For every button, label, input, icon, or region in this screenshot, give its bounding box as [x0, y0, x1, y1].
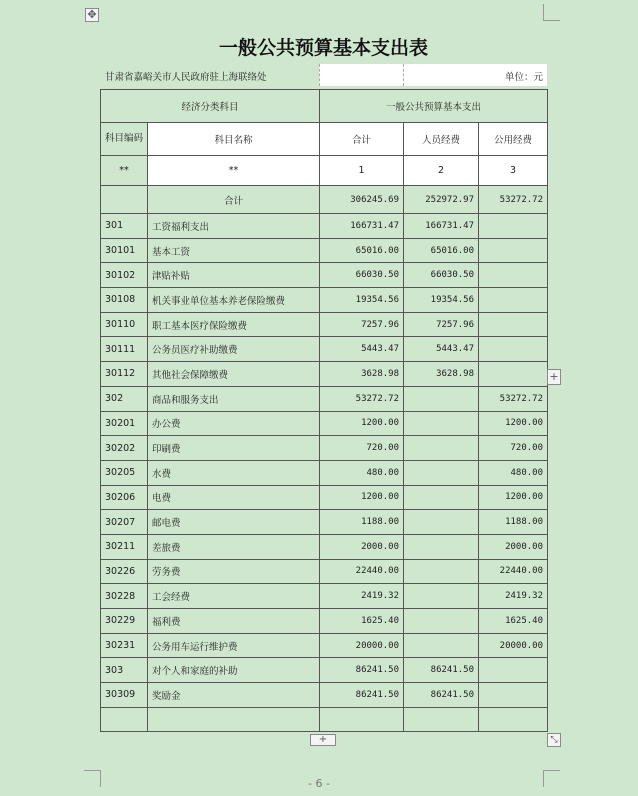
table-row: [101, 510, 548, 535]
budget-table: [100, 89, 548, 732]
table-row: [101, 534, 548, 559]
page-title: 一般公共预算基本支出表: [218, 37, 428, 59]
row-total-cell: 53272.72: [320, 386, 404, 411]
row-public-cell: [479, 337, 548, 362]
row-personnel-cell: [404, 485, 479, 510]
mark-cell: **: [148, 156, 320, 186]
row-total-cell: 166731.47: [320, 214, 404, 239]
row-public-cell: 20000.00: [479, 633, 548, 658]
table-row: [101, 263, 548, 288]
table-row: [101, 633, 548, 658]
row-name-cell: 工资福利支出: [148, 214, 320, 239]
page-corner-mark: [543, 4, 560, 21]
row-code-cell: 30228: [101, 584, 148, 609]
row-personnel-cell: [404, 386, 479, 411]
table-row: [101, 337, 548, 362]
row-public-cell: [479, 362, 548, 387]
row-code-cell: 30201: [101, 411, 148, 436]
table-row: [101, 288, 548, 313]
row-total-cell: 720.00: [320, 436, 404, 461]
row-personnel-cell: 5443.47: [404, 337, 479, 362]
table-row: [101, 411, 548, 436]
table-row: [101, 436, 548, 461]
row-code-cell: 30202: [101, 436, 148, 461]
subtitle-row: [100, 64, 547, 86]
row-name-cell: [148, 707, 320, 732]
row-personnel-cell: [404, 411, 479, 436]
row-code-cell: 30207: [101, 510, 148, 535]
general-budget-header: 一般公共预算基本支出: [320, 90, 548, 123]
row-total-cell: 86241.50: [320, 658, 404, 683]
row-public-cell: 1200.00: [479, 411, 548, 436]
row-code-cell: 30206: [101, 485, 148, 510]
row-code-cell: 30226: [101, 559, 148, 584]
add-column-button[interactable]: +: [547, 369, 561, 385]
row-personnel-cell: [404, 609, 479, 634]
table-row: [101, 658, 548, 683]
row-total-cell: 480.00: [320, 460, 404, 485]
cell-divider: [319, 64, 320, 86]
page-number: - 6 -: [308, 777, 330, 790]
mark-cell: 2: [404, 156, 479, 186]
mark-cell: 1: [320, 156, 404, 186]
row-total-cell: 1188.00: [320, 510, 404, 535]
table-row: [101, 312, 548, 337]
row-name-cell: 津贴补贴: [148, 263, 320, 288]
header-row-2: [101, 123, 548, 156]
table-row: [101, 460, 548, 485]
table-row: [101, 559, 548, 584]
row-public-cell: 22440.00: [479, 559, 548, 584]
row-public-cell: 2419.32: [479, 584, 548, 609]
table-row: [101, 362, 548, 387]
row-personnel-cell: 166731.47: [404, 214, 479, 239]
row-public-cell: [479, 238, 548, 263]
row-name-cell: 基本工资: [148, 238, 320, 263]
total-row: [101, 186, 548, 214]
row-personnel-cell: [404, 460, 479, 485]
table-row: [101, 485, 548, 510]
row-personnel-cell: [404, 707, 479, 732]
row-code-cell: 301: [101, 214, 148, 239]
mark-cell: 3: [479, 156, 548, 186]
unit-label: 单位：元: [504, 72, 543, 83]
row-public-cell: 1188.00: [479, 510, 548, 535]
row-personnel-cell: 65016.00: [404, 238, 479, 263]
row-total-cell: 3628.98: [320, 362, 404, 387]
row-name-cell: 邮电费: [148, 510, 320, 535]
total-code-cell: [101, 186, 148, 214]
row-code-cell: 30102: [101, 263, 148, 288]
row-total-cell: 1200.00: [320, 485, 404, 510]
row-total-cell: 20000.00: [320, 633, 404, 658]
row-code-cell: 303: [101, 658, 148, 683]
row-total-cell: 66030.50: [320, 263, 404, 288]
row-personnel-cell: 19354.56: [404, 288, 479, 313]
row-name-cell: 对个人和家庭的补助: [148, 658, 320, 683]
row-name-cell: 水费: [148, 460, 320, 485]
row-name-cell: 商品和服务支出: [148, 386, 320, 411]
total-name-cell: 合计: [148, 186, 320, 214]
row-code-cell: 30110: [101, 312, 148, 337]
add-row-button[interactable]: +: [310, 734, 336, 746]
total-personnel-cell: 252972.97: [404, 186, 479, 214]
table-move-handle[interactable]: ✥: [85, 8, 99, 22]
personnel-header: 人员经费: [404, 123, 479, 156]
row-name-cell: 劳务费: [148, 559, 320, 584]
econ-category-header: 经济分类科目: [101, 90, 320, 123]
row-public-cell: 480.00: [479, 460, 548, 485]
row-name-cell: 公务用车运行维护费: [148, 633, 320, 658]
public-header: 公用经费: [479, 123, 548, 156]
row-code-cell: [101, 707, 148, 732]
row-total-cell: 2419.32: [320, 584, 404, 609]
row-name-cell: 职工基本医疗保险缴费: [148, 312, 320, 337]
code-header: 科目编码: [101, 123, 148, 156]
name-header: 科目名称: [148, 123, 320, 156]
row-personnel-cell: [404, 584, 479, 609]
row-personnel-cell: 86241.50: [404, 683, 479, 708]
row-code-cell: 30229: [101, 609, 148, 634]
row-code-cell: 30112: [101, 362, 148, 387]
row-code-cell: 30309: [101, 683, 148, 708]
row-total-cell: 1200.00: [320, 411, 404, 436]
row-code-cell: 30205: [101, 460, 148, 485]
row-total-cell: 5443.47: [320, 337, 404, 362]
table-row: [101, 238, 548, 263]
row-public-cell: [479, 263, 548, 288]
row-code-cell: 302: [101, 386, 148, 411]
header-row-3: [101, 156, 548, 186]
organization-name: 甘肃省嘉峪关市人民政府驻上海联络处: [105, 72, 267, 83]
row-personnel-cell: [404, 510, 479, 535]
total-amount-cell: 306245.69: [320, 186, 404, 214]
row-public-cell: [479, 707, 548, 732]
row-public-cell: 1625.40: [479, 609, 548, 634]
row-personnel-cell: [404, 633, 479, 658]
row-code-cell: 30108: [101, 288, 148, 313]
row-name-cell: 机关事业单位基本养老保险缴费: [148, 288, 320, 313]
row-personnel-cell: [404, 559, 479, 584]
total-header: 合计: [320, 123, 404, 156]
row-total-cell: 19354.56: [320, 288, 404, 313]
row-public-cell: 720.00: [479, 436, 548, 461]
table-row: [101, 386, 548, 411]
row-public-cell: 53272.72: [479, 386, 548, 411]
row-total-cell: 7257.96: [320, 312, 404, 337]
table-resize-handle[interactable]: ⤡: [547, 733, 561, 747]
row-code-cell: 30111: [101, 337, 148, 362]
row-public-cell: 2000.00: [479, 534, 548, 559]
mark-cell: **: [101, 156, 148, 186]
row-name-cell: 差旅费: [148, 534, 320, 559]
row-public-cell: [479, 214, 548, 239]
table-row: [101, 584, 548, 609]
row-public-cell: 1200.00: [479, 485, 548, 510]
row-personnel-cell: 3628.98: [404, 362, 479, 387]
row-name-cell: 办公费: [148, 411, 320, 436]
row-name-cell: 福利费: [148, 609, 320, 634]
row-code-cell: 30211: [101, 534, 148, 559]
row-public-cell: [479, 658, 548, 683]
row-total-cell: 1625.40: [320, 609, 404, 634]
row-public-cell: [479, 312, 548, 337]
row-name-cell: 公务员医疗补助缴费: [148, 337, 320, 362]
row-personnel-cell: [404, 534, 479, 559]
row-name-cell: 电费: [148, 485, 320, 510]
table-row: [101, 683, 548, 708]
row-public-cell: [479, 288, 548, 313]
row-total-cell: 2000.00: [320, 534, 404, 559]
table-row: [101, 214, 548, 239]
row-personnel-cell: [404, 436, 479, 461]
header-row-1: [101, 90, 548, 123]
row-public-cell: [479, 683, 548, 708]
row-total-cell: [320, 707, 404, 732]
row-total-cell: 86241.50: [320, 683, 404, 708]
row-personnel-cell: 66030.50: [404, 263, 479, 288]
row-name-cell: 印刷费: [148, 436, 320, 461]
row-personnel-cell: 86241.50: [404, 658, 479, 683]
row-code-cell: 30231: [101, 633, 148, 658]
row-total-cell: 65016.00: [320, 238, 404, 263]
row-code-cell: 30101: [101, 238, 148, 263]
row-name-cell: 工会经费: [148, 584, 320, 609]
table-row: [101, 609, 548, 634]
row-name-cell: 奖励金: [148, 683, 320, 708]
cell-divider: [403, 64, 404, 86]
row-total-cell: 22440.00: [320, 559, 404, 584]
row-personnel-cell: 7257.96: [404, 312, 479, 337]
row-name-cell: 其他社会保障缴费: [148, 362, 320, 387]
table-row: [101, 707, 548, 732]
total-public-cell: 53272.72: [479, 186, 548, 214]
